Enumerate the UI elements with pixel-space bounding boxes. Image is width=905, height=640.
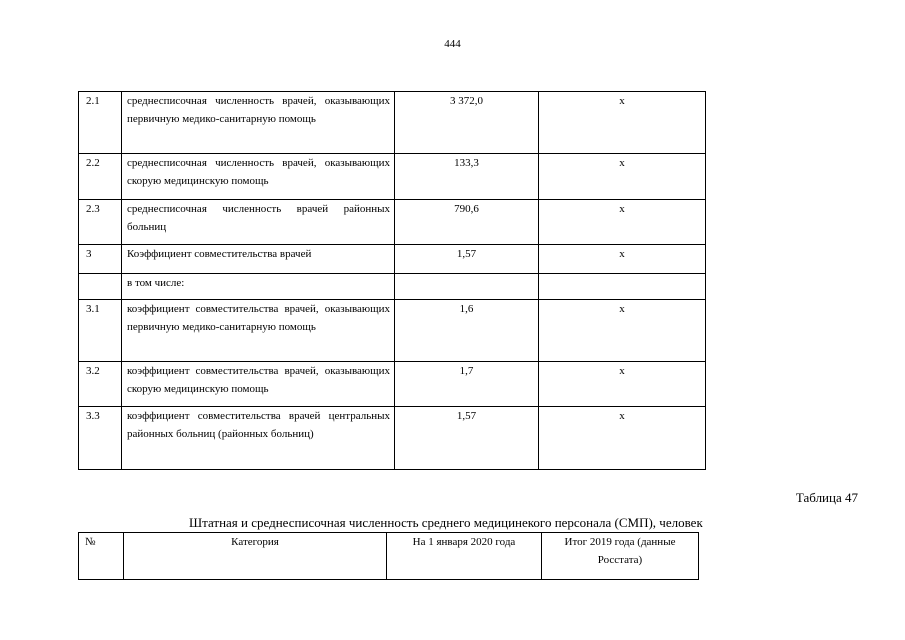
- row-number: 3: [79, 245, 122, 274]
- row-value: 790,6: [395, 200, 539, 245]
- row-mark: x: [539, 154, 706, 200]
- table-row: [79, 407, 706, 470]
- table-row: [79, 200, 706, 245]
- table-title: Штатная и среднесписочная численность среднего медицинекого персонала (СМП), человек: [189, 515, 703, 530]
- table-number: Таблица 47: [795, 490, 858, 505]
- row-label: среднесписочная численность врачей, оказывающих первичную медико-санитарную помощь: [122, 92, 395, 154]
- row-mark: x: [539, 200, 706, 245]
- row-value: 1,7: [395, 362, 539, 407]
- table-row: [79, 362, 706, 407]
- row-value: 3 372,0: [395, 92, 539, 154]
- row-mark: x: [539, 300, 706, 362]
- row-mark: x: [539, 92, 706, 154]
- row-label: в том числе:: [122, 274, 395, 300]
- row-label: коэффициент совместительства врачей, оказывающих первичную медико-санитарную помощь: [122, 300, 395, 362]
- header-jan-2020: На 1 января 2020 года: [387, 533, 542, 580]
- row-value: [395, 274, 539, 300]
- row-value: 1,6: [395, 300, 539, 362]
- table-row: [79, 154, 706, 200]
- row-number: 3.2: [79, 362, 122, 407]
- row-mark: x: [539, 245, 706, 274]
- header-number: №: [79, 533, 124, 580]
- header-category: Категория: [124, 533, 387, 580]
- row-number: 2.1: [79, 92, 122, 154]
- nursing-staff-table: [78, 532, 699, 580]
- row-value: 1,57: [395, 245, 539, 274]
- table-row: [79, 245, 706, 274]
- table-row: [79, 92, 706, 154]
- row-number: 3.1: [79, 300, 122, 362]
- row-label: коэффициент совместительства врачей центральных районных больниц (районных больниц): [122, 407, 395, 470]
- row-label: коэффициент совместительства врачей, оказывающих скорую медицинскую помощь: [122, 362, 395, 407]
- row-number: [79, 274, 122, 300]
- table-header-row: [79, 533, 699, 580]
- row-value: 133,3: [395, 154, 539, 200]
- row-number: 2.3: [79, 200, 122, 245]
- row-mark: x: [539, 362, 706, 407]
- header-total-2019: Итог 2019 года (данные Росстата): [542, 533, 699, 580]
- page-number: 444: [444, 38, 461, 50]
- table-row: [79, 300, 706, 362]
- row-label: Коэффициент совместительства врачей: [122, 245, 395, 274]
- row-mark: x: [539, 407, 706, 470]
- row-mark: [539, 274, 706, 300]
- row-label: среднесписочная численность врачей, оказывающих скорую медицинскую помощь: [122, 154, 395, 200]
- row-value: 1,57: [395, 407, 539, 470]
- row-number: 2.2: [79, 154, 122, 200]
- row-label: среднесписочная численность врачей районных больниц: [122, 200, 395, 245]
- physicians-table: [78, 91, 706, 470]
- row-number: 3.3: [79, 407, 122, 470]
- table-row: [79, 274, 706, 300]
